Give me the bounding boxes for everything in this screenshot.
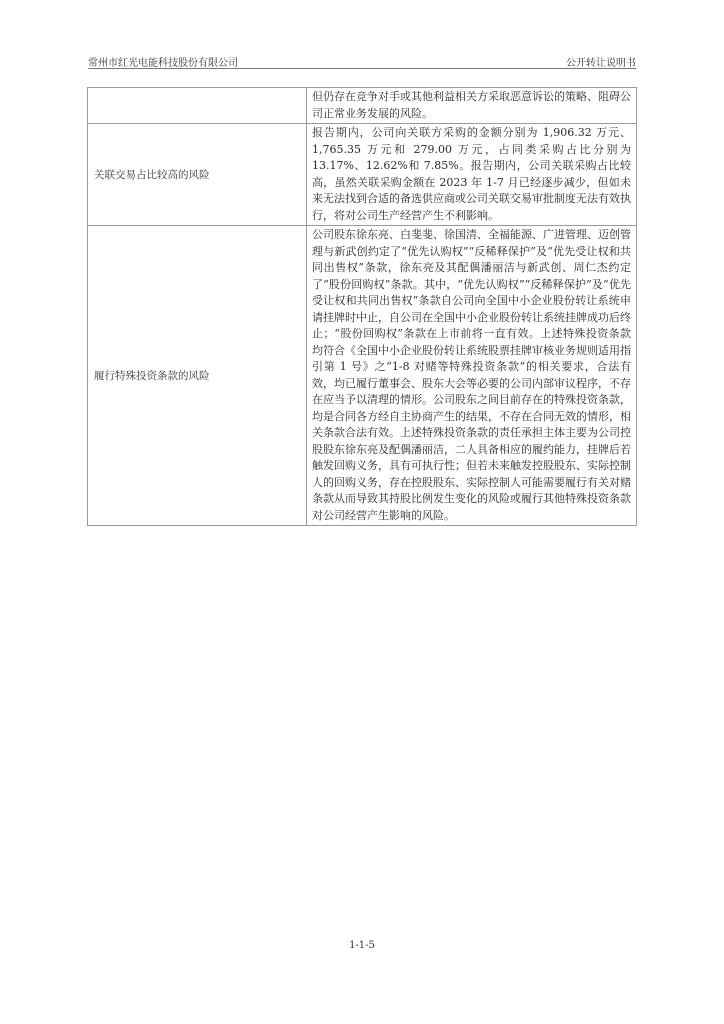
risk-label [88,88,307,124]
risk-label: 关联交易占比较高的风险 [88,124,307,226]
risk-table [87,87,637,526]
header-divider [88,68,636,69]
risk-description: 公司股东徐东亮、白斐斐、徐国清、全福能源、广进管理、迈创管理与新武创约定了“优先认购权”“反稀释保护”及“优先受让权和共同出售权”条款，徐东亮及其配偶潘丽洁与新武创、周仁杰约定了“股份回购权”条款。其中，“优先认购权”“反稀释保护”及“优先受让权和共同出售权”条款自公司向全国中小企业股份转让系统申请挂牌时中止，自公司在全国中小企业股份转让系统挂牌成功后终止；“股份回购权”条款在上市前将一直有效。上述特殊投资条款均符合《全国中小企业股份转让系统股票挂牌审核业务规则适用指引第 1 号》之“1-8 对赌等特殊投资条款”的相关要求，合法有效，均已履行董事会、股东大会等必要的公司内部审议程序，不存在应当予以清理的情形。公司股东之间目前存在的特殊投资条款，均是合同各方经自主协商产生的结果，不存在合同无效的情形，相关条款合法有效。上述特殊投资条款的责任承担主体主要为公司控股股东徐东亮及配偶潘丽洁，二人具备相应的履约能力，挂牌后若触发回购义务，具有可执行性；但若未来触发控股股东、实际控制人的回购义务，存在控股股东、实际控制人可能需要履行有关对赌条款从而导致其持股比例发生变化的风险或履行其他特殊投资条款对公司经营产生影响的风险。 [307,226,637,526]
page-number: 1-1-5 [349,940,375,951]
company-name: 常州市红光电能科技股份有限公司 [88,58,238,69]
risk-description: 报告期内，公司向关联方采购的金额分别为 1,906.32 万元、1,765.35 万元和 279.00 万元，占同类采购占比分别为 13.17%、12.62%和 7.85%。报告期内，公司关联采购占比较高，虽然关联采购金额在 2023 年 1-7 月已经逐步减少，但如未来无法找到合适的备选供应商或公司关联交易审批制度无法有效执行，将对公司生产经营产生不利影响。 [307,124,637,226]
table-row [88,88,637,124]
page-header [88,54,636,67]
table-row [88,124,637,226]
document-title: 公开转让说明书 [566,58,636,69]
table-row [88,226,637,526]
risk-label: 履行特殊投资条款的风险 [88,226,307,526]
risk-description: 但仍存在竞争对手或其他利益相关方采取恶意诉讼的策略、阻碍公司正常业务发展的风险。 [307,88,637,124]
